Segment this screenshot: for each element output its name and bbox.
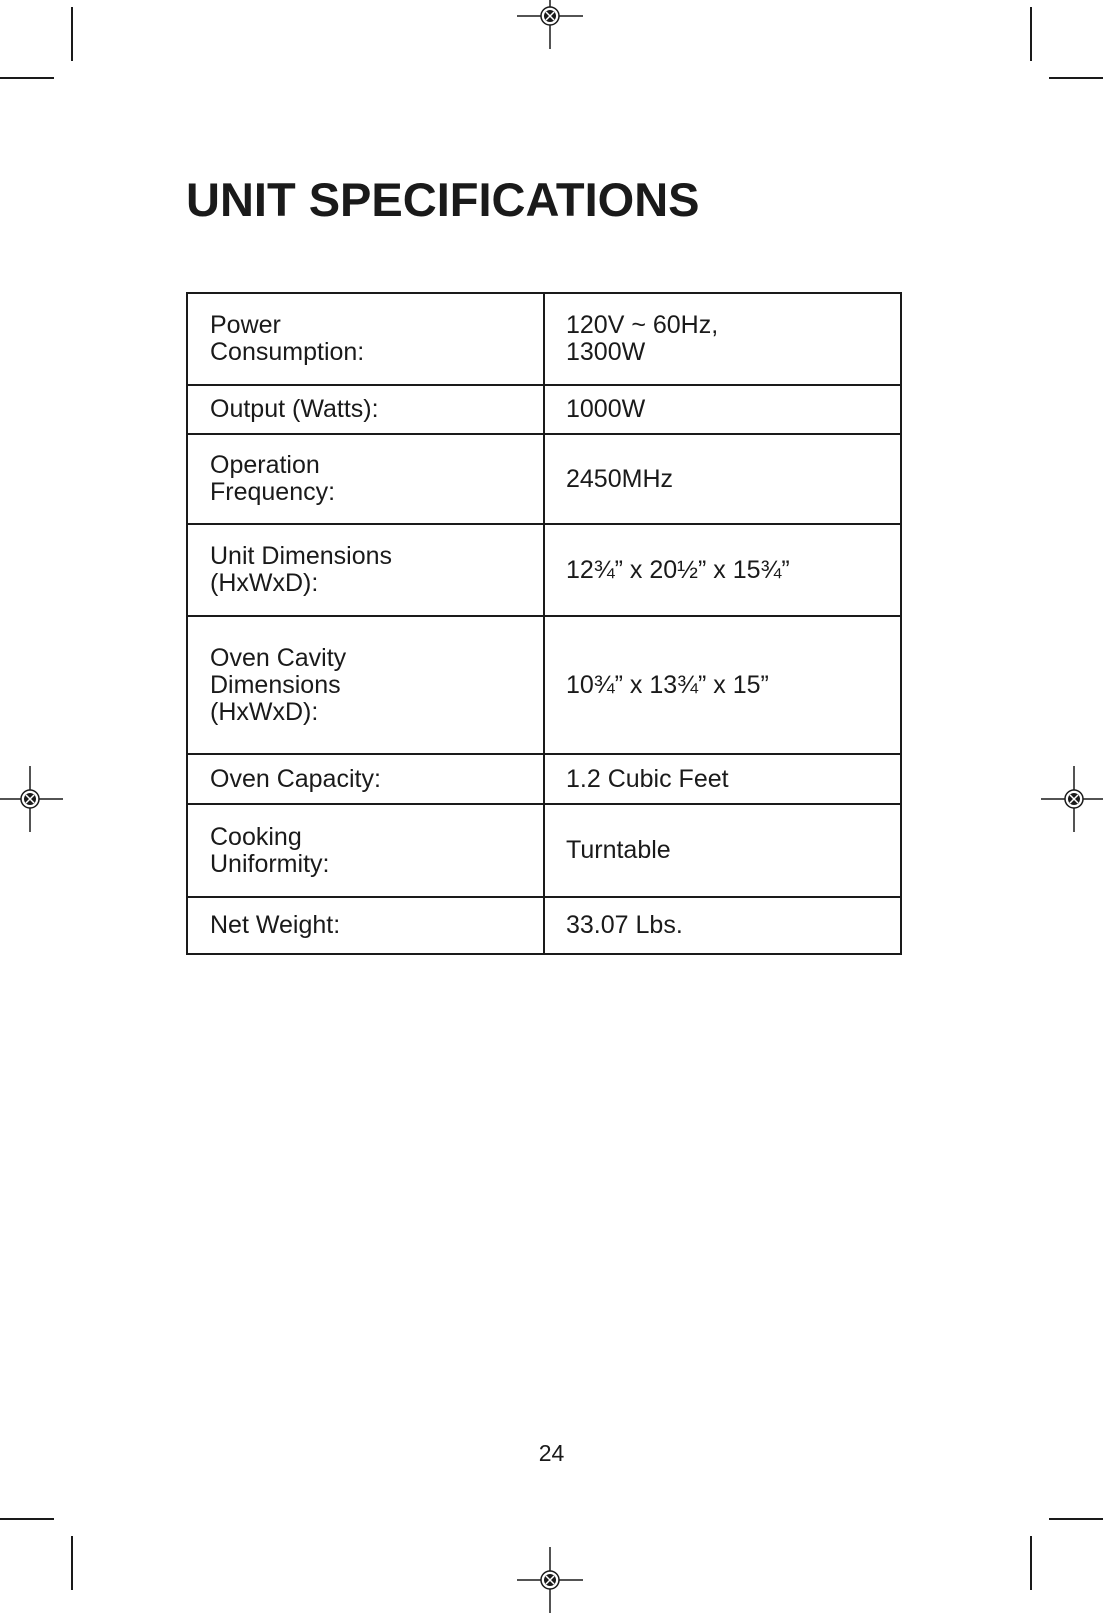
table-row bbox=[187, 524, 901, 616]
registration-mark-icon bbox=[1041, 766, 1103, 832]
spec-value: 10¾” x 13¾” x 15” bbox=[544, 616, 901, 754]
table-row bbox=[187, 434, 901, 524]
table-row bbox=[187, 293, 901, 385]
crop-mark-top-left-horizontal bbox=[0, 77, 54, 79]
table-row bbox=[187, 385, 901, 434]
crop-mark-top-left-vertical bbox=[71, 7, 73, 61]
spec-label: Oven Cavity Dimensions (HxWxD): bbox=[187, 616, 544, 754]
crop-mark-top-right-vertical bbox=[1030, 7, 1032, 61]
spec-label: Output (Watts): bbox=[187, 385, 544, 434]
page-title: UNIT SPECIFICATIONS bbox=[186, 173, 700, 226]
spec-label: Power Consumption: bbox=[187, 293, 544, 385]
table-row bbox=[187, 754, 901, 804]
spec-table bbox=[186, 292, 902, 955]
crop-mark-bottom-left-horizontal bbox=[0, 1518, 54, 1520]
spec-label: Cooking Uniformity: bbox=[187, 804, 544, 897]
spec-value: 2450MHz bbox=[544, 434, 901, 524]
table-row bbox=[187, 804, 901, 897]
crop-mark-top-right-horizontal bbox=[1049, 77, 1103, 79]
spec-value: Turntable bbox=[544, 804, 901, 897]
crop-mark-bottom-right-vertical bbox=[1030, 1536, 1032, 1590]
page-number: 24 bbox=[538, 1440, 565, 1466]
table-row bbox=[187, 897, 901, 954]
spec-value: 12¾” x 20½” x 15¾” bbox=[544, 524, 901, 616]
spec-value: 1.2 Cubic Feet bbox=[544, 754, 901, 804]
spec-label: Unit Dimensions (HxWxD): bbox=[187, 524, 544, 616]
registration-mark-icon bbox=[517, 0, 583, 49]
table-row bbox=[187, 616, 901, 754]
spec-value: 120V ~ 60Hz, 1300W bbox=[544, 293, 901, 385]
spec-label: Operation Frequency: bbox=[187, 434, 544, 524]
spec-value: 33.07 Lbs. bbox=[544, 897, 901, 954]
registration-mark-icon bbox=[517, 1547, 583, 1613]
crop-mark-bottom-left-vertical bbox=[71, 1536, 73, 1590]
registration-mark-icon bbox=[0, 766, 63, 832]
crop-mark-bottom-right-horizontal bbox=[1049, 1518, 1103, 1520]
spec-value: 1000W bbox=[544, 385, 901, 434]
spec-label: Net Weight: bbox=[187, 897, 544, 954]
spec-label: Oven Capacity: bbox=[187, 754, 544, 804]
